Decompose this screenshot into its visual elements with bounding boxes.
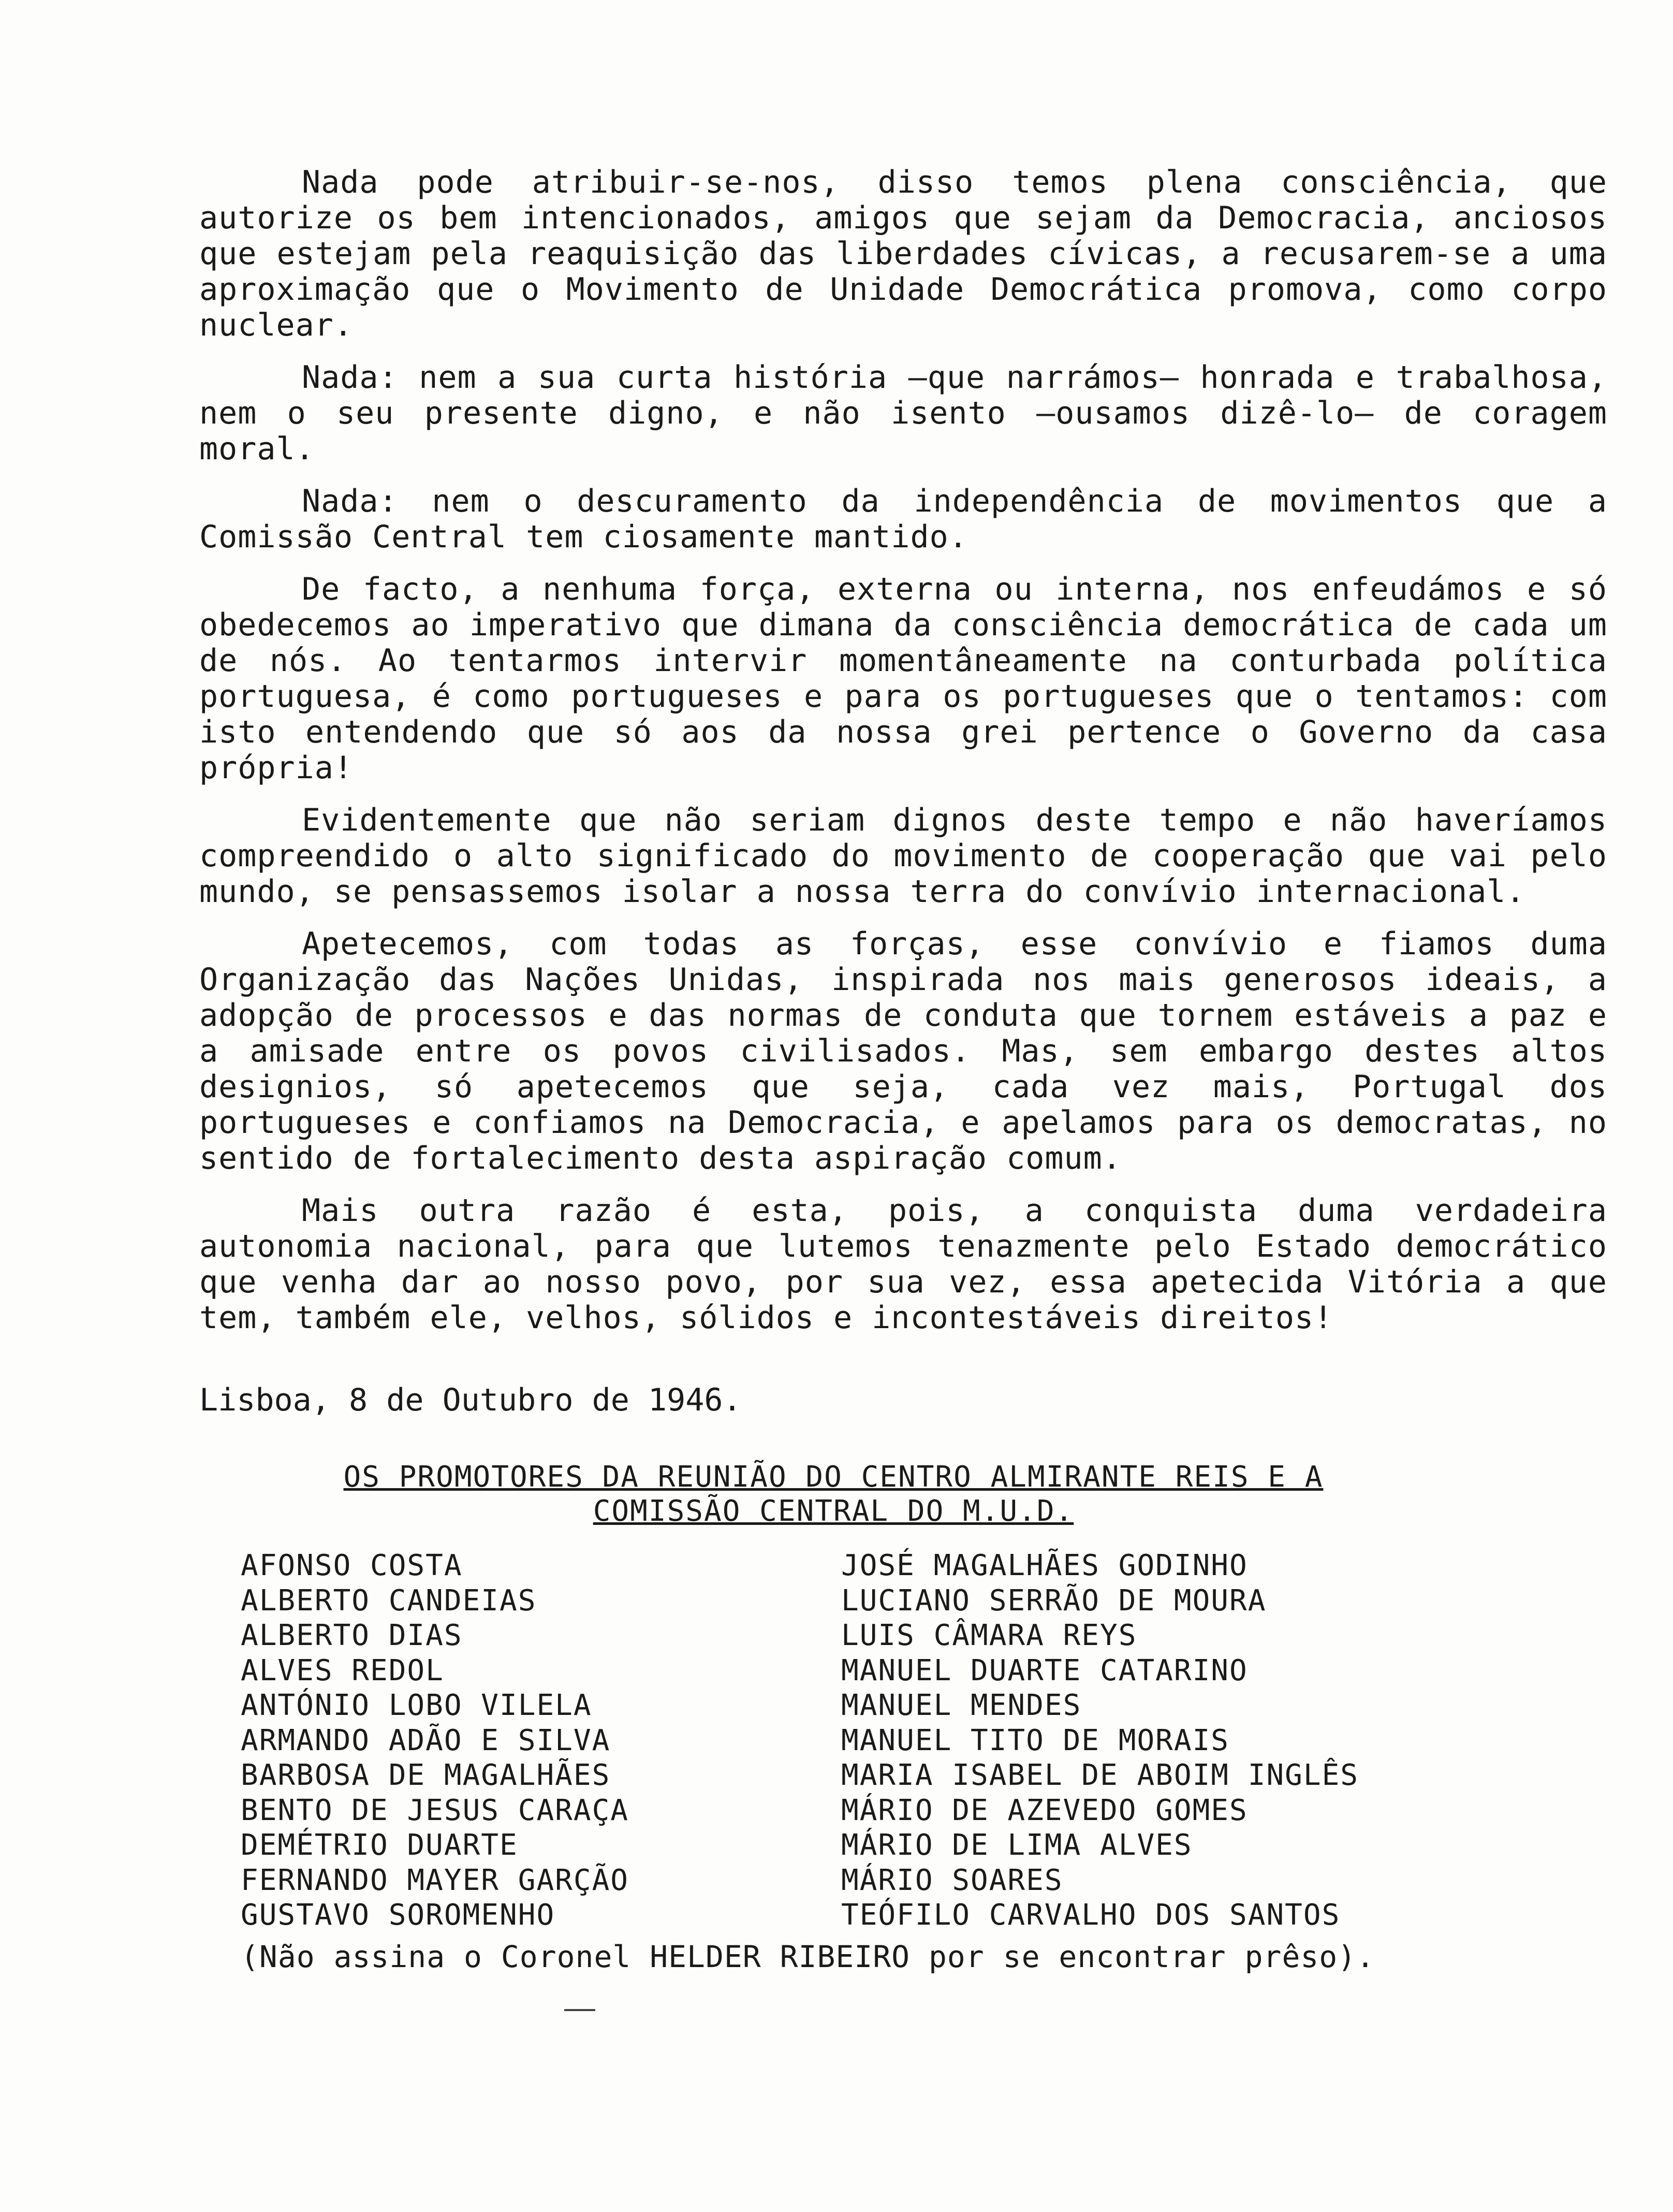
signatory-name: FERNANDO MAYER GARÇÃO [241,1863,629,1897]
signatory-name: MÁRIO DE LIMA ALVES [841,1828,1193,1862]
body-text [199,165,1607,1352]
signatory-name: ALBERTO CANDEIAS [241,1583,537,1618]
footnote: (Não assina o Coronel HELDER RIBEIRO por se encontrar prêso). [241,1939,1375,1974]
signatory-name: ANTÓNIO LOBO VILELA [241,1689,592,1722]
paragraph: Evidentemente que não seriam dignos deste tempo e não haveríamos compreendido o alto significado do movimento de cooperação que vai pelo mundo, se pensassemos isolar a nossa terra do convívio internacional. [199,802,1607,910]
signatory-name: LUIS CÂMARA REYS [841,1619,1137,1652]
stray-mark [564,2009,595,2011]
signatories-right-column [841,1548,1462,1933]
signatory-name: ALVES REDOL [241,1653,444,1687]
paragraph: De facto, a nenhuma força, externa ou interna, nos enfeudámos e só obedecemos ao imperativo que dimana da consciência democrática de cada um de nós. Ao tentarmos intervir momentâneamente na conturbada política portuguesa, é como portugueses e para os portugueses que o tentamos: com isto entendendo que só aos da nossa grei pertence o Governo da casa própria! [199,571,1607,786]
signatory-name: BENTO DE JESUS CARAÇA [241,1793,629,1827]
dateline: Lisboa, 8 de Outubro de 1946. [199,1382,742,1418]
signatory-name: MARIA ISABEL DE ABOIM INGLÊS [841,1758,1359,1792]
signatory-name: MÁRIO SOARES [841,1863,1063,1897]
signatory-name: BARBOSA DE MAGALHÃES [241,1758,611,1792]
signatory-name: MANUEL MENDES [841,1689,1082,1722]
signatory-name: DEMÉTRIO DUARTE [241,1828,518,1862]
heading-line: COMISSÃO CENTRAL DO M.U.D. [593,1494,1074,1528]
signatory-name: LUCIANO SERRÃO DE MOURA [841,1583,1267,1618]
signatory-name: GUSTAVO SOROMENHO [241,1898,555,1932]
paragraph: Nada: nem a sua curta história —que narrámos— honrada e trabalhosa, nem o seu presente digno, e não isento —ousamos dizê-lo— de coragem moral. [199,359,1607,467]
signatory-name: MANUEL TITO DE MORAIS [841,1723,1230,1757]
paragraph: Nada: nem o descuramento da independência de movimentos que a Comissão Central tem ciosamente mantido. [199,483,1607,555]
signatory-name: MANUEL DUARTE CATARINO [841,1653,1248,1687]
paragraph: Mais outra razão é esta, pois, a conquista duma verdadeira autonomia nacional, para que lutemos tenazmente pelo Estado democrático que venha dar ao nosso povo, por sua vez, essa apetecida Vitória a que tem, também ele, velhos, sólidos e incontestáveis direitos! [199,1192,1607,1336]
signatories-heading [280,1460,1387,1529]
signatory-name: MÁRIO DE AZEVEDO GOMES [841,1793,1248,1827]
signatory-name: ARMANDO ADÃO E SILVA [241,1723,611,1757]
signatory-name: ALBERTO DIAS [241,1619,463,1652]
signatory-name: AFONSO COSTA [241,1549,463,1582]
signatory-name: TEÓFILO CARVALHO DOS SANTOS [841,1898,1341,1932]
signatories-left-column [241,1548,810,1933]
paragraph: Nada pode atribuir-se-nos, disso temos plena consciência, que autorize os bem intencionados, amigos que sejam da Democracia, anciosos que estejam pela reaquisição das liberdades cívicas, a recusarem-se a uma aproximação que o Movimento de Unidade Democrática promova, como corpo nuclear. [199,164,1607,343]
heading-line: OS PROMOTORES DA REUNIÃO DO CENTRO ALMIRANTE REIS E A [343,1460,1324,1494]
paragraph: Apetecemos, com todas as forças, esse convívio e fiamos duma Organização das Nações Unidas, inspirada nos mais generosos ideais, a adopção de processos e das normas de conduta que tornem estáveis a paz e a amisade entre os povos civilisados. Mas, sem embargo destes altos designios, só apetecemos que seja, cada vez mais, Portugal dos portugueses e confiamos na Democracia, e apelamos para os democratas, no sentido de fortalecimento desta aspiração comum. [199,926,1607,1176]
signatory-name: JOSÉ MAGALHÃES GODINHO [841,1549,1248,1582]
